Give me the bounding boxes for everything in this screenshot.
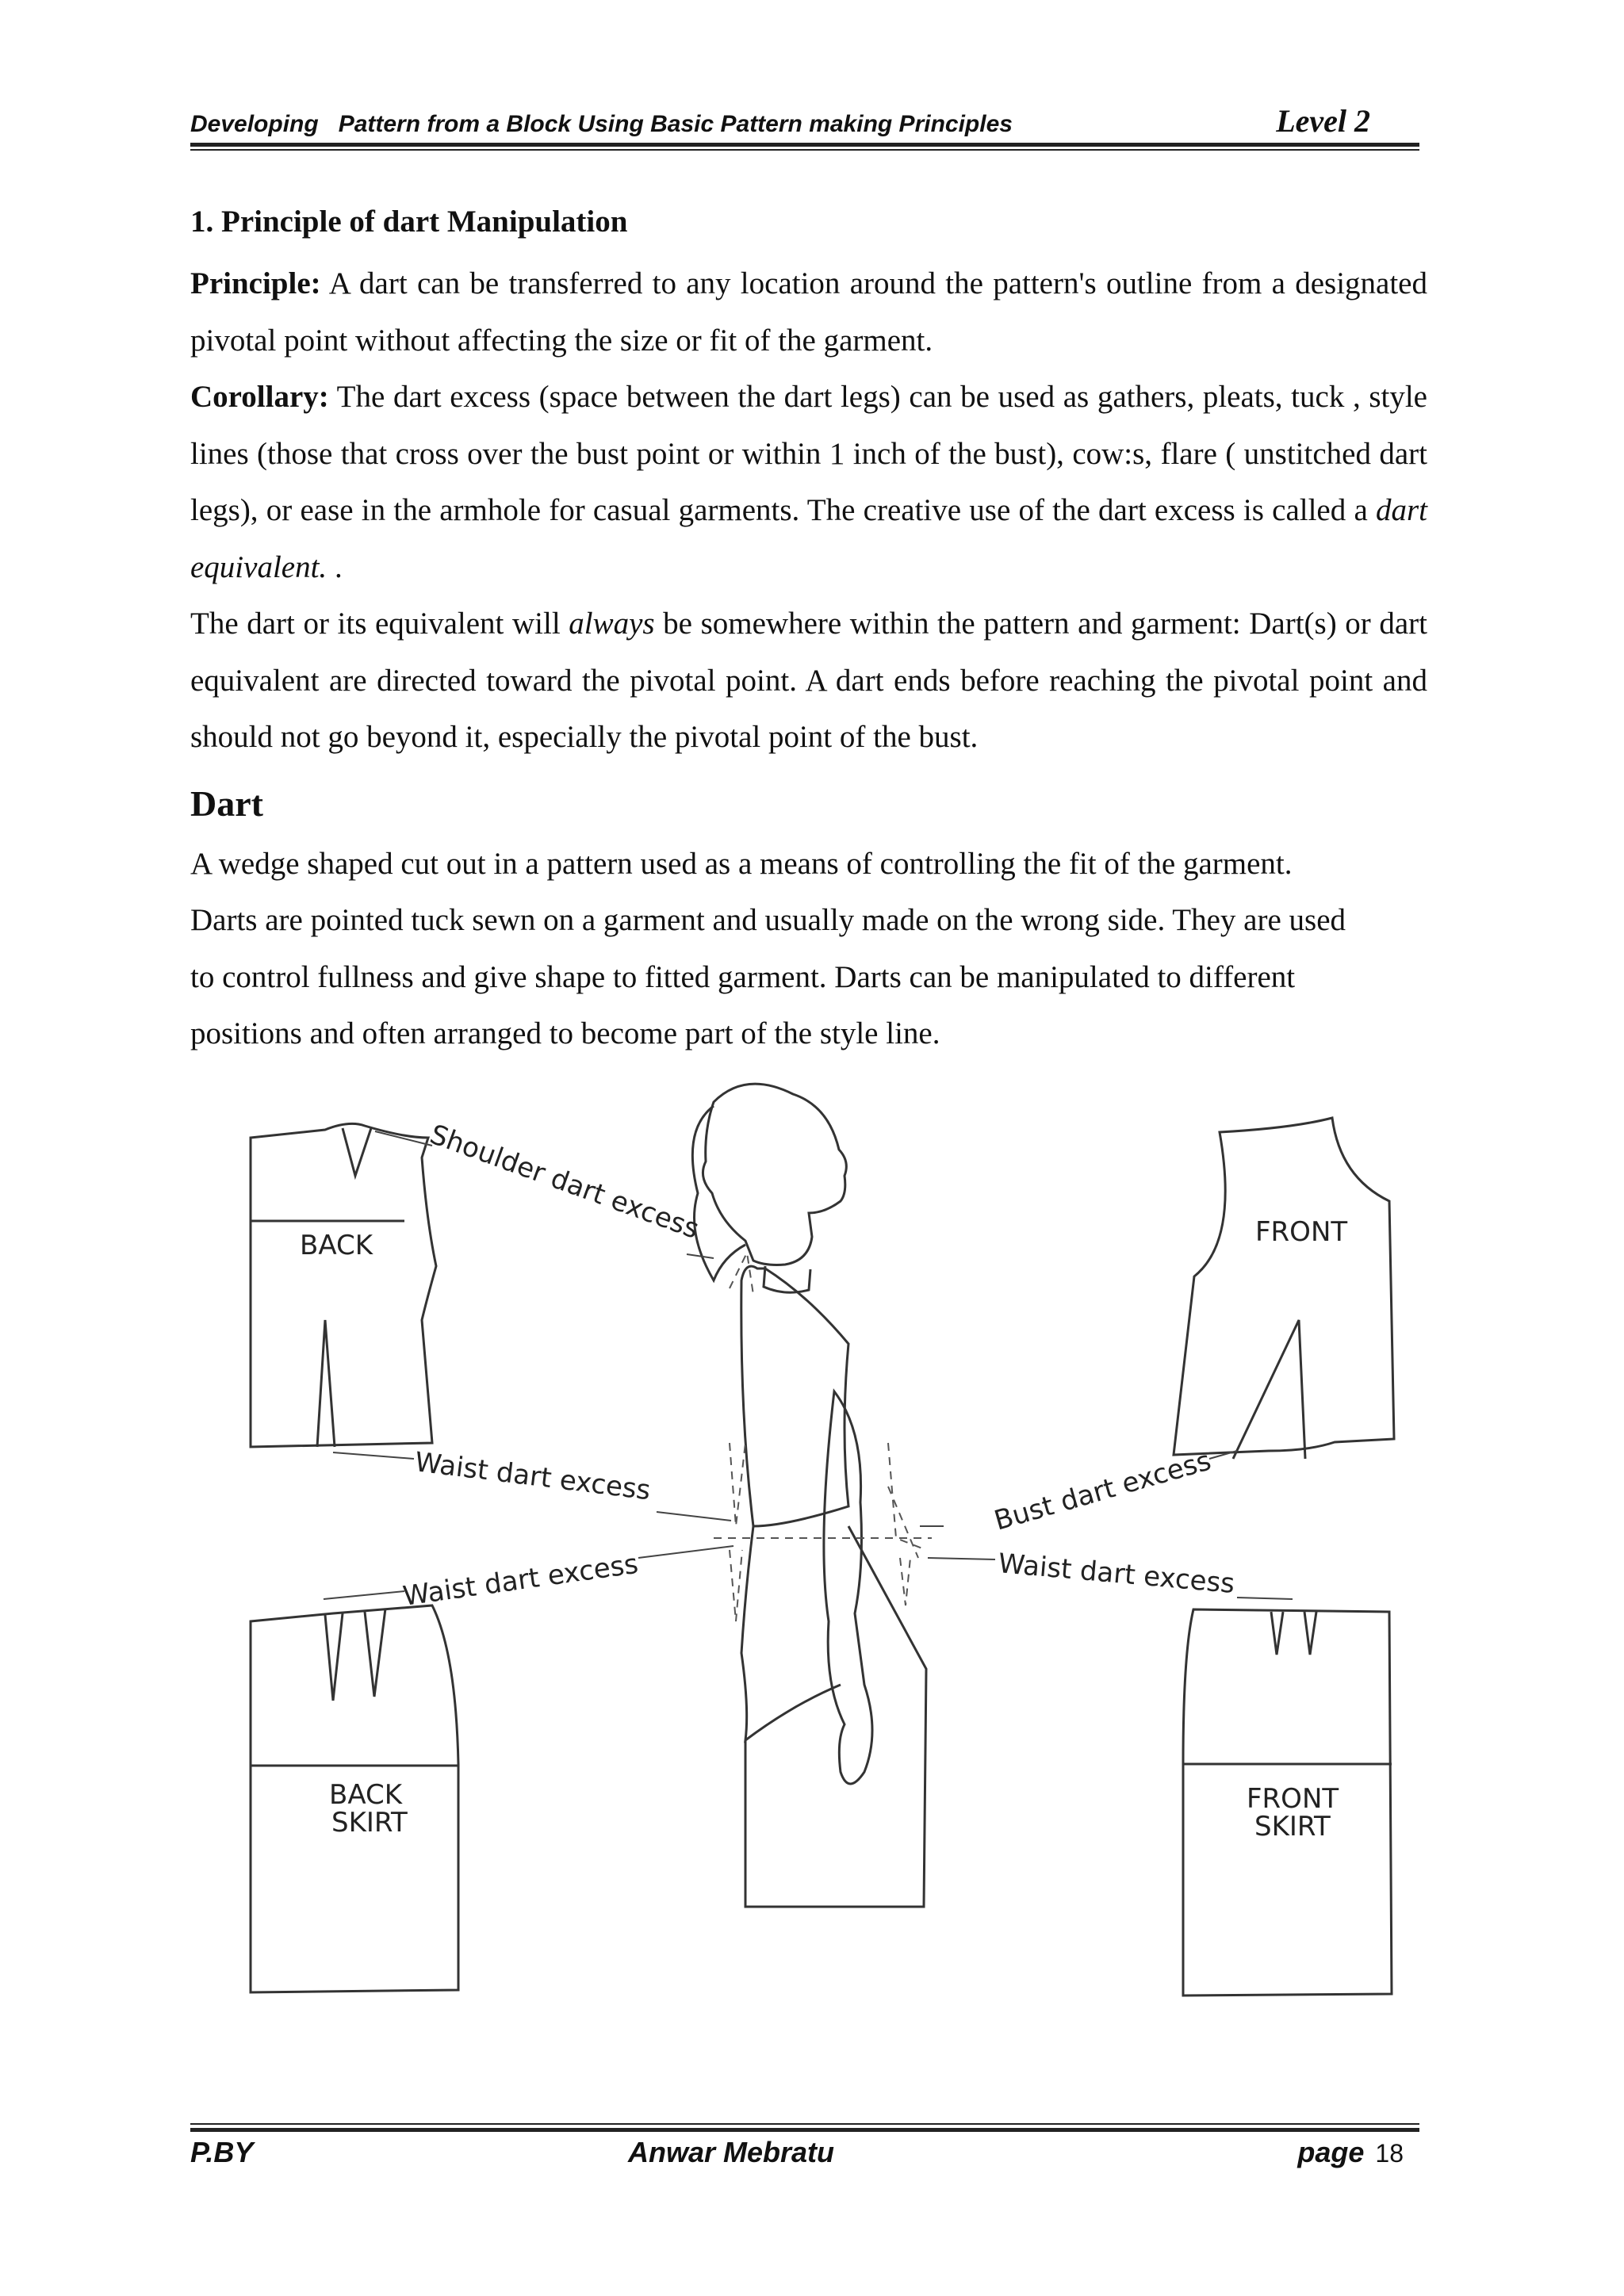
principle-text: A dart can be transferred to any location around the pattern's outline from a designated pivotal point without affecting the size or fit of the garment. bbox=[190, 266, 1427, 358]
label-waist-dart-skirt-back: Waist dart excess bbox=[400, 1548, 641, 1613]
figure-dash-front-waist bbox=[888, 1443, 926, 1550]
principle-paragraph bbox=[190, 255, 1427, 369]
footer-rule bbox=[190, 2128, 1419, 2132]
body-text bbox=[190, 198, 1427, 1062]
piece-label-front-skirt-2: SKIRT bbox=[1254, 1811, 1331, 1843]
corollary-text: The dart excess (space between the dart legs) can be used as gathers, pleats, tuck , style lines (those that cross over the bust point or within 1 inch of the bust), cow:s, flare ( unstitched dart legs), or ease in the armhole for casual garments. The creative use of the dart excess is called a bbox=[190, 380, 1427, 527]
leader-waist-skirt-back-end bbox=[638, 1546, 733, 1558]
footer-author: Anwar Mebratu bbox=[628, 2136, 835, 2168]
label-bust-dart: Bust dart excess bbox=[990, 1445, 1215, 1537]
figure-dash-back-waist bbox=[730, 1443, 745, 1526]
dart-line: to control fullness and give shape to fitted garment. Darts can be manipulated to different bbox=[190, 959, 1296, 994]
footer-page-word: page bbox=[1297, 2136, 1365, 2168]
header-level: Level 2 bbox=[1276, 103, 1370, 139]
dart-line: positions and often arranged to become part of the style line. bbox=[190, 1016, 940, 1050]
label-waist-dart-skirt-front: Waist dart excess bbox=[997, 1548, 1236, 1601]
dart-paragraph bbox=[190, 836, 1427, 1062]
figure-dash-skirt-back bbox=[730, 1550, 742, 1621]
piece-label-back-skirt-1: BACK bbox=[329, 1779, 403, 1811]
piece-label-front: FRONT bbox=[1255, 1216, 1348, 1248]
figure-dash-skirt-front bbox=[900, 1558, 910, 1605]
header-rule-thin bbox=[190, 149, 1419, 151]
front-bodice-outline bbox=[1174, 1118, 1394, 1455]
back-skirt-dart-1 bbox=[325, 1613, 343, 1701]
pivot-italic: always bbox=[569, 607, 655, 641]
dart-figure bbox=[238, 1082, 1396, 2018]
figure-hip bbox=[741, 1526, 841, 1740]
footer-left: P.BY bbox=[190, 2136, 254, 2168]
piece-label-front-skirt-1: FRONT bbox=[1247, 1783, 1339, 1815]
leader-waist-skirt-back bbox=[324, 1591, 404, 1599]
figure-ponytail bbox=[692, 1106, 745, 1280]
footer-page bbox=[1297, 2136, 1404, 2169]
corollary-paragraph bbox=[190, 369, 1427, 595]
principle-label: Principle: bbox=[190, 266, 321, 300]
figure-neck bbox=[764, 1266, 810, 1292]
figure-arm bbox=[824, 1391, 872, 1784]
dart-diagram bbox=[238, 1082, 1396, 2018]
front-bust-dart bbox=[1233, 1320, 1305, 1459]
pivot-paragraph bbox=[190, 595, 1427, 766]
page-header bbox=[190, 101, 1419, 143]
dart-heading: Dart bbox=[190, 783, 263, 824]
back-waist-dart bbox=[317, 1320, 335, 1447]
pivot-text-b: be somewhere within the pattern and garment: Dart(s) or dart equivalent are directed toward the pivotal point. A dart ends before reaching the pivotal point and should not go beyond it, especially the pivotal point of the bust. bbox=[190, 607, 1427, 754]
page-number: 18 bbox=[1375, 2139, 1404, 2168]
page-footer bbox=[190, 2136, 1419, 2180]
corollary-label: Corollary: bbox=[190, 380, 329, 414]
pivot-text-a: The dart or its equivalent will bbox=[190, 607, 569, 641]
dart-line: A wedge shaped cut out in a pattern used as a means of controlling the fit of the garment. bbox=[190, 846, 1293, 881]
figure-dash-front-dart bbox=[888, 1487, 918, 1558]
back-shoulder-dart bbox=[343, 1128, 371, 1176]
figure-leg-frame bbox=[745, 1526, 926, 1907]
section-heading: 1. Principle of dart Manipulation bbox=[190, 205, 628, 239]
leader-waist-skirt-front-end bbox=[1237, 1598, 1293, 1599]
corollary-italic: dart equivalent. bbox=[190, 493, 1427, 584]
piece-label-back-skirt-2: SKIRT bbox=[331, 1807, 408, 1839]
dart-line: Darts are pointed tuck sewn on a garment and usually made on the wrong side. They are used bbox=[190, 903, 1346, 937]
front-skirt-dart-2 bbox=[1304, 1612, 1316, 1655]
header-title: Developing Pattern from a Block Using Basic Pattern making Principles bbox=[190, 111, 1013, 137]
header-rule bbox=[190, 143, 1419, 147]
corollary-end: . bbox=[327, 549, 343, 584]
figure-head bbox=[703, 1084, 846, 1265]
label-shoulder-dart: Shoulder dart excess bbox=[425, 1118, 703, 1246]
front-skirt-dart-1 bbox=[1271, 1612, 1283, 1655]
leader-waist-back bbox=[333, 1452, 414, 1459]
back-bodice-outline bbox=[251, 1123, 436, 1447]
label-waist-dart-back: Waist dart excess bbox=[412, 1446, 653, 1507]
figure-body-outline bbox=[741, 1266, 848, 1526]
leader-waist-skirt-front bbox=[928, 1558, 995, 1559]
footer-rule-thin bbox=[190, 2123, 1419, 2125]
leader-waist-back-end bbox=[657, 1512, 731, 1521]
back-skirt-dart-2 bbox=[365, 1609, 385, 1697]
piece-label-back: BACK bbox=[300, 1230, 373, 1261]
